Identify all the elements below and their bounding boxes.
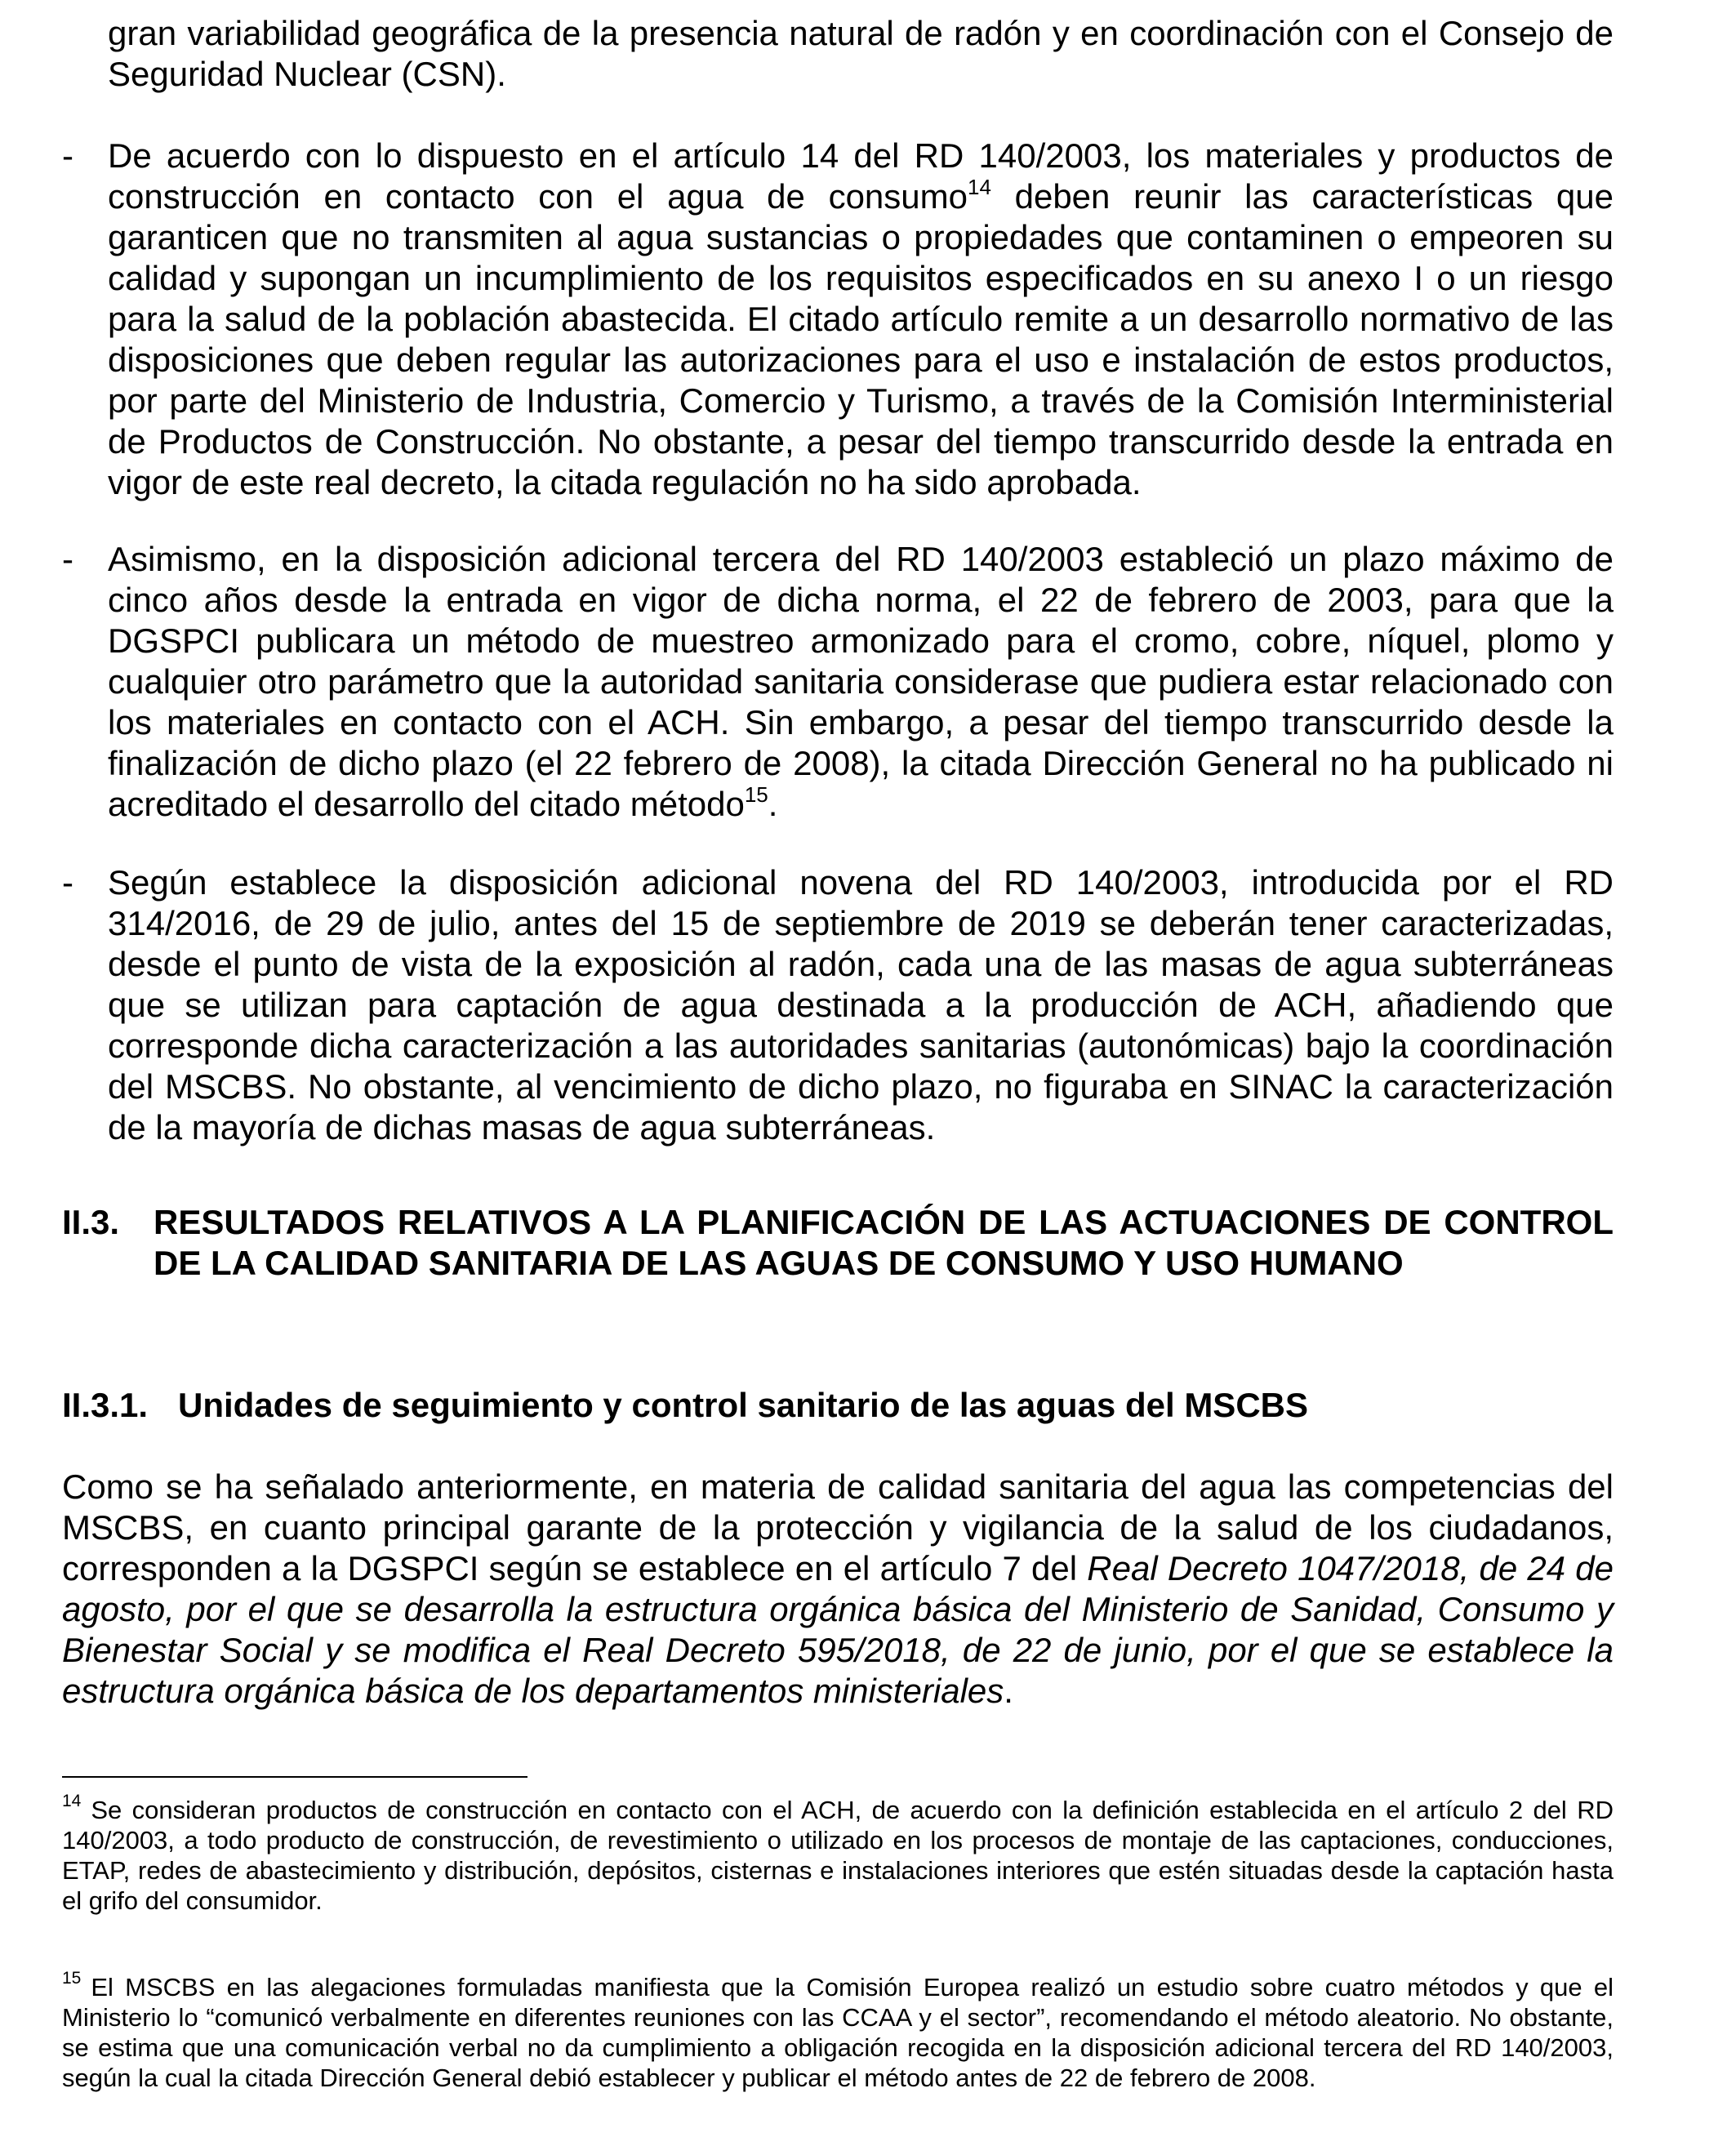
- footnote-ref-14[interactable]: 14: [968, 175, 991, 199]
- bullet-dash: -: [62, 540, 73, 578]
- list-item: [62, 539, 1614, 825]
- bullet-text-part: Asimismo, en la disposición adicional tercera del RD 140/2003 estableció un plazo máximo de cinco años desde la entrada en vigor de dicha norma, el 22 de febrero de 2003, para que la DGSPCI publicara un método de muestreo armonizado para el cromo, cobre, níquel, plomo y cualquier otro parámetro que la autoridad sanitaria considerase que pudiera estar relacionado con los materiales en contacto con el ACH. Sin embargo, a pesar del tiempo transcurrido desde la finalización de dicho plazo (el 22 febrero de 2008), la citada Dirección General no ha publicado ni acreditado el desarrollo del citado método: [108, 540, 1614, 823]
- paragraph-text-part: Como se ha señalado anteriormente, en materia de calidad sanitaria del agua las competencias del MSCBS, en cuanto principal garante de la protección y vigilancia de la salud de los ciudadanos, corresponden a la DGSPCI según se establece en el artículo 7 del: [62, 1467, 1614, 1587]
- bullet-text-part: deben reunir las características que garanticen que no transmiten al agua sustancias o propiedades que contaminen o empeoren su calidad y supongan un incumplimiento de los requisitos especificados en su anexo I o un riesgo para la salud de la población abastecida. El citado artículo remite a un desarrollo normativo de las disposiciones que deben regular las autorizaciones para el uso e instalación de estos productos, por parte del Ministerio de Industria, Comercio y Turismo, a través de la Comisión Interministerial de Productos de Construcción. No obstante, a pesar del tiempo transcurrido desde la entrada en vigor de este real decreto, la citada regulación no ha sido aprobada.: [108, 177, 1614, 501]
- bullet-text: [108, 136, 1614, 503]
- subsection-number: II.3.1.: [62, 1386, 149, 1424]
- bullet-dash: -: [62, 863, 73, 902]
- section-title: RESULTADOS RELATIVOS A LA PLANIFICACIÓN DE LAS ACTUACIONES DE CONTROL DE LA CALIDAD SANITARIA DE LAS AGUAS DE CONSUMO Y USO HUMANO: [154, 1203, 1614, 1282]
- footnote-separator: [62, 1776, 527, 1778]
- bullet-dash: -: [62, 136, 73, 175]
- list-item: [62, 136, 1614, 503]
- footnote-ref-15[interactable]: 15: [744, 782, 768, 807]
- list-item: [62, 862, 1614, 1148]
- section-heading: [62, 1202, 1614, 1284]
- bullet-text-part: De acuerdo con lo dispuesto en el artículo 14 del RD 140/2003, los materiales y productos de construcción en contacto con el agua de consumo: [108, 136, 1614, 216]
- bullet-text: Según establece la disposición adicional novena del RD 140/2003, introducida por el RD 314/2016, de 29 de julio, antes del 15 de septiembre de 2019 se deberán tener caracterizadas, desde el punto de vista de la exposición al radón, cada una de las masas de agua subterráneas que se utilizan para captación de agua destinada a la producción de ACH, añadiendo que corresponde dicha caracterización a las autoridades sanitarias (autonómicas) bajo la coordinación del MSCBS. No obstante, al vencimiento de dicho plazo, no figuraba en SINAC la caracterización de la mayoría de dichas masas de agua subterráneas.: [108, 863, 1614, 1147]
- footnote-text: El MSCBS en las alegaciones formuladas manifiesta que la Comisión Europea realizó un estudio sobre cuatro métodos y que el Ministerio lo “comunicó verbalmente en diferentes reuniones con las CCAA y el sector”, recomendando el método aleatorio. No obstante, se estima que una comunicación verbal no da cumplimiento a obligación recogida en la disposición adicional tercera del RD 140/2003, según la cual la citada Dirección General debió establecer y publicar el método antes de 22 de febrero de 2008.: [62, 1973, 1614, 2092]
- footnote-14: [62, 1791, 1614, 1916]
- footnote-text: Se consideran productos de construcción en contacto con el ACH, de acuerdo con la definición establecida en el artículo 2 del RD 140/2003, a todo producto de construcción, de revestimiento o utilizado en los procesos de montaje de las captaciones, conducciones, ETAP, redes de abastecimiento y distribución, depósitos, cisternas e instalaciones interiores que estén situadas desde la captación hasta el grifo del consumidor.: [62, 1796, 1614, 1915]
- paragraph-text: [62, 1467, 1614, 1712]
- bullet-text-part: .: [768, 785, 778, 823]
- paragraph-text-part: .: [1004, 1672, 1013, 1710]
- section-number: II.3.: [62, 1203, 120, 1241]
- footnote-15: [62, 1968, 1614, 2093]
- continuation-text: gran variabilidad geográfica de la presencia natural de radón y en coordinación con el Consejo de Seguridad Nuclear (CSN).: [108, 14, 1614, 93]
- continuation-paragraph: [62, 13, 1614, 95]
- bullet-text: [108, 539, 1614, 825]
- footnote-mark: 14: [62, 1791, 82, 1810]
- subsection-title: Unidades de seguimiento y control sanitario de las aguas del MSCBS: [178, 1386, 1308, 1424]
- footnote-mark: 15: [62, 1968, 82, 1988]
- body-paragraph: [62, 1467, 1614, 1712]
- decree-citation: Real Decreto 1047/2018, de 24 de agosto, por el que se desarrolla la estructura orgánica básica del Ministerio de Sanidad, Consumo y Bienestar Social y se modifica el Real Decreto 595/2018, de 22 de junio, por el que se establece la estructura orgánica básica de los departamentos ministeriales: [62, 1549, 1614, 1710]
- subsection-heading: [62, 1385, 1614, 1426]
